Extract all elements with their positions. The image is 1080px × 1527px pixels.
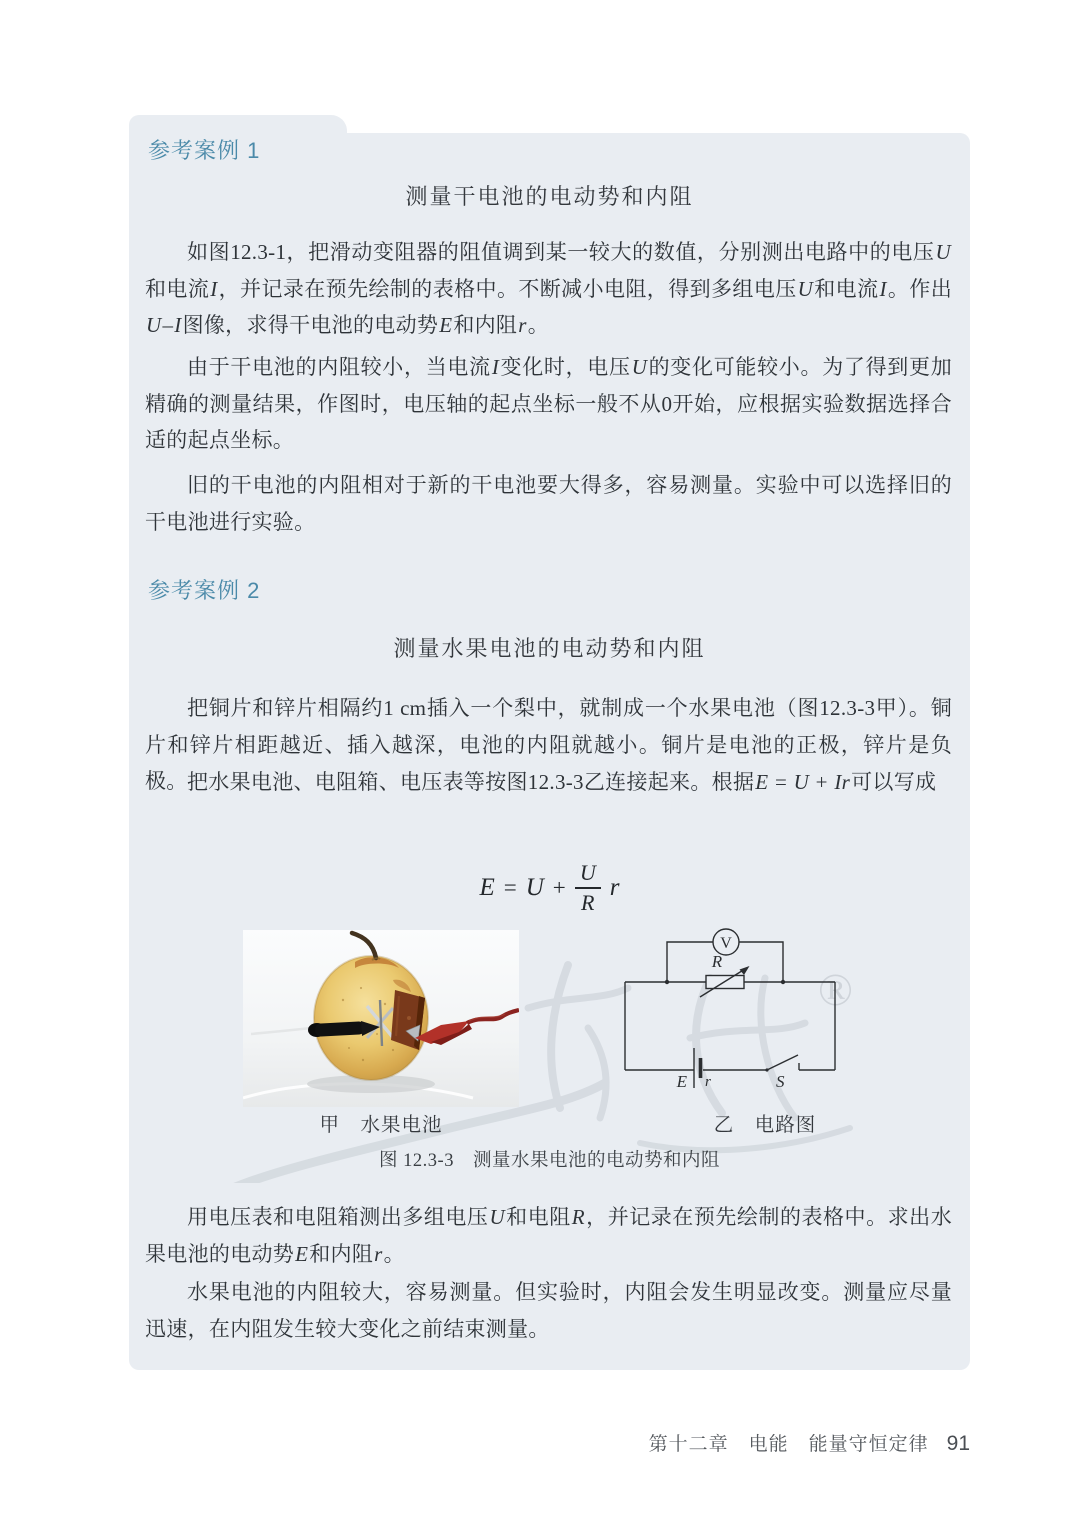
junction-dot-left: [665, 980, 669, 984]
resistor-arrowhead: [740, 966, 750, 975]
case1-paragraph-3: 旧的干电池的内阻相对于新的干电池要大得多，容易测量。实验中可以选择旧的干电池进行实验。: [145, 473, 952, 534]
circuit-caption: [615, 1109, 915, 1137]
pear-battery-illustration: [243, 930, 519, 1107]
case2-paragraph-4: 水果电池的内阻较大，容易测量。但实验时，内阻会发生明显改变。测量应尽量迅速，在内阻发生较大变化之前结束测量。: [145, 1280, 952, 1341]
page-footer: [649, 1429, 970, 1456]
circuit-caption-tag: 乙: [713, 1115, 735, 1136]
copper-electrode: [391, 990, 425, 1050]
junction-dot-right: [781, 980, 785, 984]
formula-addend: U: [525, 874, 544, 901]
photo-caption-text: 水果电池: [360, 1115, 443, 1136]
internal-resistance-label: r: [705, 1074, 711, 1090]
circuit-caption-text: 电路图: [754, 1115, 817, 1136]
case1-paragraph-2: 由于干电池的内阻较小，当电流I变化时，电压U的变化可能较小。为了得到更加精确的测量结果，作图时，电压轴的起点坐标一般不从0开始，应根据实验数据选择合适的起点坐标。: [145, 355, 952, 453]
circuit-wires: [625, 942, 835, 1070]
circuit-diagram: [615, 915, 915, 1100]
switch-label: S: [776, 1072, 785, 1091]
page-number: 91: [946, 1432, 970, 1455]
formula-equals: =: [503, 875, 517, 900]
case2-paragraph-3: 用电压表和电阻箱测出多组电压U和电阻R，并记录在预先绘制的表格中。求出水果电池的电动势E和内阻r。: [145, 1205, 952, 1266]
formula-lhs: E: [479, 874, 495, 901]
formula-plus: +: [552, 875, 566, 900]
emf-label: E: [676, 1072, 687, 1091]
case1-label: 参考案例 1: [148, 138, 261, 163]
case1-paragraph-1: 如图12.3-1，把滑动变阻器的阻值调到某一较大的数值，分别测出电路中的电压U和电流I，并记录在预先绘制的表格中。不断减小电阻，得到多组电压U和电流I。作出U–I图像，求得干电池的电动势E和内阻r。: [145, 240, 953, 338]
case2-paragraph-2: 把水果电池、电阻箱、电压表等按图12.3-3乙连接起来。根据E = U + Ir可以写成: [187, 770, 937, 794]
photo-caption: [243, 1109, 519, 1137]
case2-paragraph-1: 把铜片和锌片相隔约1 cm插入一个梨中，就制成一个水果电池（图12.3-3甲）。铜片和锌片相距越近、插入越深，电池的内阻就越小。铜片是电池的正极，锌片是负极。: [145, 696, 952, 794]
switch-blade: [767, 1055, 798, 1070]
case1-title: 测量干电池的电动势和内阻: [405, 184, 694, 209]
fraction-bar: [575, 887, 601, 889]
resistor-label: R: [711, 952, 723, 971]
formula-fraction: [575, 862, 601, 914]
case2-label: 参考案例 2: [148, 578, 261, 603]
reference-cases-panel: [129, 133, 970, 1370]
formula-denominator: R: [581, 889, 595, 915]
voltmeter-label: V: [720, 935, 732, 952]
fruit-battery-photo: [243, 930, 519, 1107]
case2-title: 测量水果电池的电动势和内阻: [393, 636, 706, 661]
figure-caption: 图 12.3-3 测量水果电池的电动势和内阻: [379, 1151, 720, 1171]
registered-trademark-icon: ®: [818, 964, 853, 1015]
formula-multiplier: r: [609, 874, 620, 901]
emf-formula: [129, 857, 970, 919]
formula-numerator: U: [579, 860, 596, 886]
photo-caption-tag: 甲: [319, 1115, 340, 1136]
chapter-heading: 第十二章 电能 能量守恒定律: [648, 1434, 929, 1455]
